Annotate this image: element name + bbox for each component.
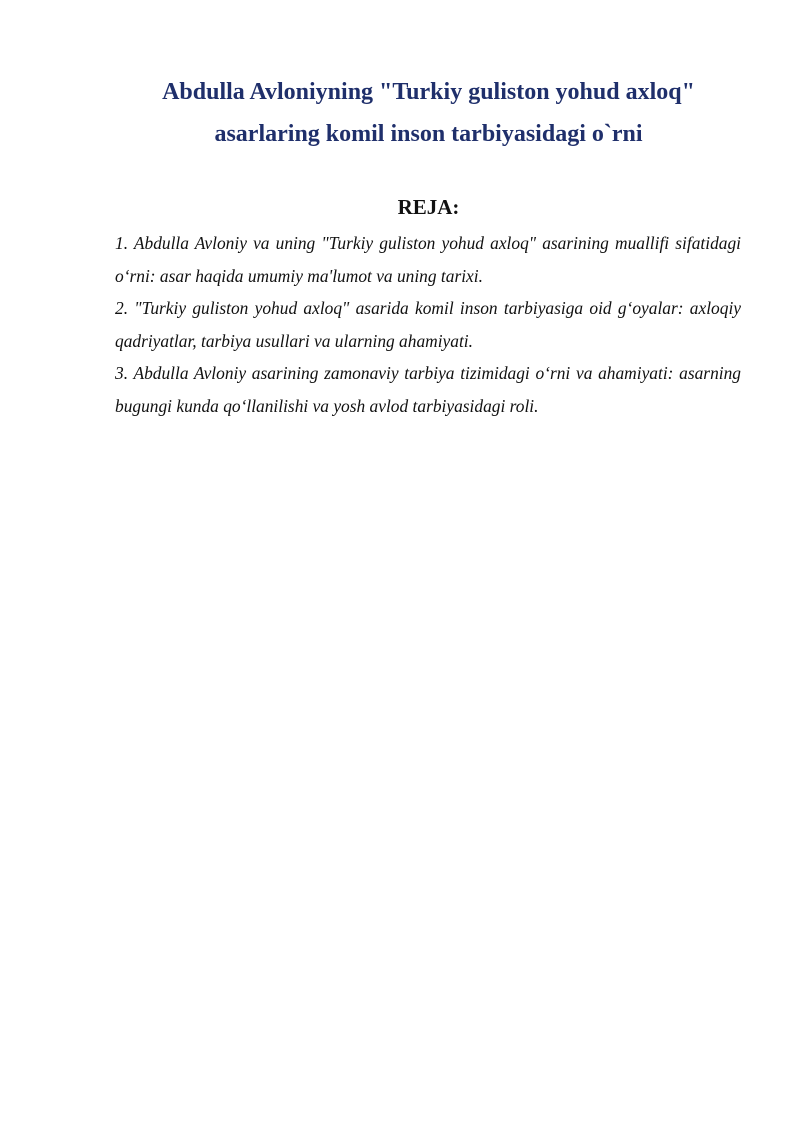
plan-list	[115, 227, 741, 422]
document-title-line-1: Abdulla Avloniyning "Turkiy guliston yohud axloq"	[162, 79, 695, 105]
plan-item-3: 3. Abdulla Avloniy asarining zamonaviy tarbiya tizimidagi o‘rni va ahamiyati: asarning bugungi kunda qo‘llanilishi va yosh avlod tarbiyasidagi roli.	[115, 363, 741, 416]
plan-item-1: 1. Abdulla Avloniy va uning "Turkiy guliston yohud axloq" asarining muallifi sifatidagi o‘rni: asar haqida umumiy ma'lumot va uning tarixi.	[115, 233, 741, 286]
plan-heading: REJA:	[397, 195, 460, 219]
document-title-line-2: asarlaring komil inson tarbiyasidagi o`rni	[214, 121, 643, 147]
plan-item-2: 2. "Turkiy guliston yohud axloq" asarida komil inson tarbiyasiga oid g‘oyalar: axloqiy qadriyatlar, tarbiya usullari va ularning ahamiyati.	[115, 298, 741, 351]
